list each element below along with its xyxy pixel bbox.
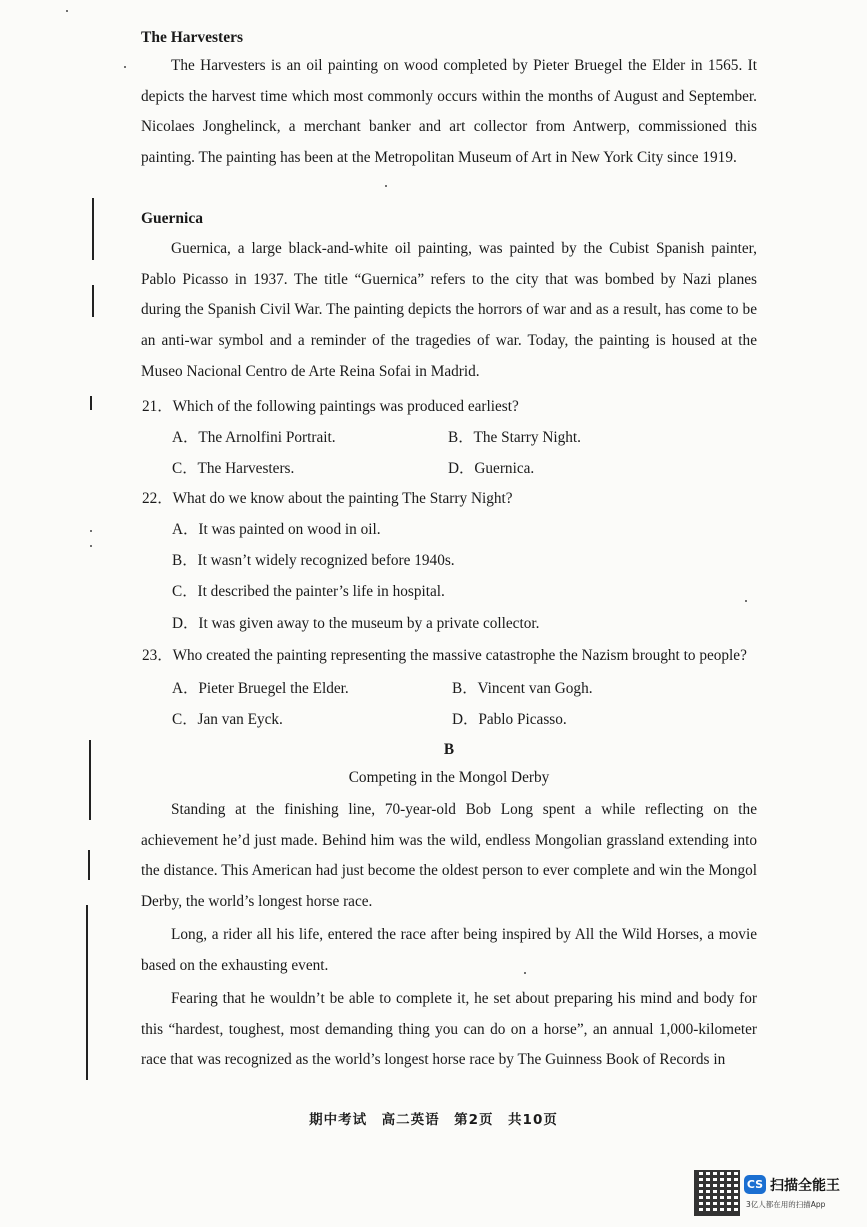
harvesters-paragraph: The Harvesters is an oil painting on wood completed by Pieter Bruegel the Elder in 1565. It depicts the harvest time which most commonly occurs within the months of August and September. Nicolaes Jonghelinck, a merchant banker and art collector from Antwerp, commissioned this painting. The painting has been at the Metropolitan Museum of Art in New York City since 1919.	[141, 57, 757, 167]
camscanner-name: 扫描全能王	[770, 1178, 840, 1194]
section-b-label: B	[443, 741, 455, 758]
section-b-paragraph-1: Standing at the finishing line, 70-year-old Bob Long spent a while reflecting on the achievement he’d just made. Behind him was the wild, endless Mongolian grassland extending into the distance. This American had just become the oldest person to ever complete and win the Mongol Derby, the world’s longest horse race.	[141, 801, 757, 911]
question-22-option-c: C．It described the painter’s life in hospital.	[172, 583, 445, 600]
question-23-option-d: D．Pablo Picasso.	[452, 711, 567, 728]
question-22-option-a: A．It was painted on wood in oil.	[172, 521, 381, 538]
question-23-stem: 23．Who created the painting representing the massive catastrophe the Nazism brought to people?	[142, 647, 747, 664]
scan-edge-mark	[90, 396, 92, 410]
scan-speck	[66, 10, 68, 12]
question-22-stem: 22．What do we know about the painting The Starry Night?	[142, 490, 513, 507]
scan-speck	[124, 66, 126, 68]
question-21-stem: 21．Which of the following paintings was produced earliest?	[142, 398, 519, 415]
camscanner-logo: CS	[744, 1175, 766, 1194]
page-footer: 期中考试 高二英语 第2页 共10页	[309, 1112, 558, 1128]
question-23-option-b: B．Vincent van Gogh.	[452, 680, 593, 697]
question-21-option-a: A．The Arnolfini Portrait.	[172, 429, 336, 446]
scan-edge-mark	[92, 285, 94, 317]
question-23-option-c: C．Jan van Eyck.	[172, 711, 283, 728]
qr-code-icon	[694, 1170, 740, 1216]
question-23-option-a: A．Pieter Bruegel the Elder.	[172, 680, 349, 697]
scan-speck	[745, 600, 747, 602]
guernica-heading: Guernica	[141, 210, 203, 227]
section-b-paragraph-3: Fearing that he wouldn’t be able to complete it, he set about preparing his mind and body for this “hardest, toughest, most demanding thing you can do on a horse”, an annual 1,000-kilometer race that was recognized as the world’s longest horse race by The Guinness Book of Records in	[141, 990, 757, 1069]
question-22-option-d: D．It was given away to the museum by a private collector.	[172, 615, 540, 632]
guernica-paragraph: Guernica, a large black-and-white oil painting, was painted by the Cubist Spanish painter, Pablo Picasso in 1937. The title “Guernica” refers to the city that was bombed by Nazi planes during the Spanish Civil War. The painting depicts the horrors of war and as a result, has come to be an anti-war symbol and a reminder of the tragedies of war. Today, the painting is housed at the Museo Nacional Centro de Arte Reina Sofai in Madrid.	[141, 240, 757, 380]
question-21-option-d: D．Guernica.	[448, 460, 535, 477]
scan-edge-mark	[92, 198, 94, 260]
camscanner-tagline: 3亿人都在用的扫描App	[746, 1200, 826, 1209]
scan-speck	[385, 185, 387, 187]
question-21-option-b: B．The Starry Night.	[448, 429, 581, 446]
scan-edge-mark	[89, 740, 91, 820]
scan-speck	[90, 545, 92, 547]
question-21-option-c: C．The Harvesters.	[172, 460, 295, 477]
scan-edge-mark	[86, 905, 88, 1080]
question-22-option-b: B．It wasn’t widely recognized before 1940s.	[172, 552, 455, 569]
scan-speck	[90, 530, 92, 532]
harvesters-heading: The Harvesters	[141, 29, 244, 46]
section-b-paragraph-2: Long, a rider all his life, entered the race after being inspired by All the Wild Horses, a movie based on the exhausting event.	[141, 926, 757, 974]
scan-edge-mark	[88, 850, 90, 880]
section-b-title: Competing in the Mongol Derby	[348, 769, 550, 786]
